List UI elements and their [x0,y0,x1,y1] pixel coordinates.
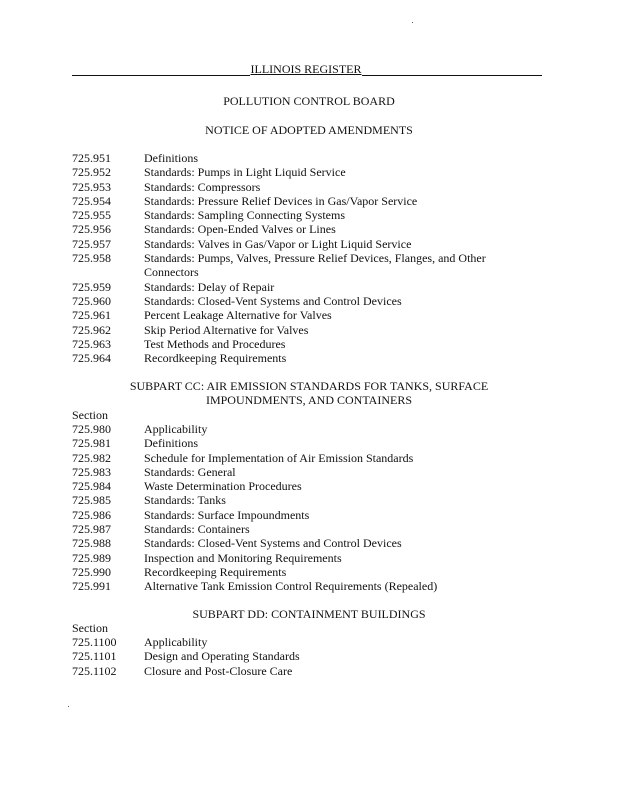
list-item [72,308,552,322]
section-title: Schedule for Implementation of Air Emission Standards [144,450,414,465]
section-title: Closure and Post-Closure Care [144,663,293,678]
section-title: Standards: Containers [144,522,250,537]
section-title: Standards: Pumps, Valves, Pressure Relief Devices, Flanges, and Other Connectors [144,251,486,280]
list-item [72,280,552,294]
section-number: 725.961 [72,308,111,323]
section-number: 725.955 [72,208,111,223]
section-number: 725.1101 [72,649,117,664]
section-title: Standards: Sampling Connecting Systems [144,208,345,223]
section-title: Standards: Delay of Repair [144,279,275,294]
section-title: Design and Operating Standards [144,649,300,664]
section-number: 725.956 [72,222,111,237]
list-item [72,237,552,251]
section-title: Skip Period Alternative for Valves [144,322,309,337]
section-number: 725.986 [72,507,111,522]
list-item [72,649,552,663]
list-item [72,222,552,236]
section-title: Definitions [144,151,198,165]
list-item [72,180,552,194]
section-title: Standards: Surface Impoundments [144,507,310,522]
list-item [72,579,552,593]
section-number: 725.985 [72,493,111,508]
register-header: ILLINOIS REGISTER [250,62,362,76]
section-title: Standards: Valves in Gas/Vapor or Light Liquid Service [144,236,412,251]
list-item [72,536,552,550]
section-number: 725.989 [72,550,111,565]
section-number: 725.960 [72,293,111,308]
list-item [72,323,552,337]
section-number: 725.954 [72,193,111,208]
section-title: Waste Determination Procedures [144,479,302,494]
section-number: 725.981 [72,436,111,451]
section-number: 725.988 [72,536,111,551]
section-title: Recordkeeping Requirements [144,564,287,579]
section-number: 725.963 [72,336,111,351]
list-item [72,422,552,436]
list-item [72,165,552,179]
section-label: Section [72,408,108,422]
subpart-dd-heading: SUBPART DD: CONTAINMENT BUILDINGS [192,607,426,621]
section-title: Standards: Tanks [144,493,226,508]
section-title: Applicability [144,422,208,436]
section-list-subpart-dd [72,635,552,678]
section-title: Standards: General [144,464,236,479]
section-number: 725.953 [72,179,111,194]
notice-title: NOTICE OF ADOPTED AMENDMENTS [205,123,413,137]
subpart-cc-heading [0,379,618,408]
list-item [72,565,552,579]
agency-title: POLLUTION CONTROL BOARD [223,94,395,108]
section-number: 725.952 [72,165,111,180]
section-list-subpart-cc [72,422,552,594]
scan-speck [68,706,69,707]
section-number: 725.1102 [72,663,117,678]
list-item [72,337,552,351]
section-title: Standards: Compressors [144,179,261,194]
section-label: Section [72,621,108,635]
section-number: 725.983 [72,464,111,479]
list-item [72,208,552,222]
section-number: 725.980 [72,422,111,436]
list-item [72,551,552,565]
section-number: 725.958 [72,251,111,266]
section-title: Standards: Closed-Vent Systems and Control Devices [144,536,402,551]
section-title: Standards: Pressure Relief Devices in Gas/Vapor Service [144,193,418,208]
scan-speck [412,22,413,23]
subpart-cc-heading-line2: IMPOUNDMENTS, AND CONTAINERS [205,393,413,408]
list-item [72,436,552,450]
list-item [72,294,552,308]
section-title: Inspection and Monitoring Requirements [144,550,342,565]
list-item [72,351,552,365]
list-item [72,508,552,522]
list-item [72,635,552,649]
subpart-cc-heading-line1: SUBPART CC: AIR EMISSION STANDARDS FOR TANKS, SURFACE [129,379,489,393]
section-number: 725.982 [72,450,111,465]
section-number: 725.959 [72,279,111,294]
section-number: 725.962 [72,322,111,337]
section-number: 725.991 [72,579,111,594]
section-number: 725.984 [72,479,111,494]
section-number: 725.964 [72,351,111,366]
list-item [72,151,552,165]
list-item [72,493,552,507]
section-title: Standards: Closed-Vent Systems and Control Devices [144,293,402,308]
list-item [72,664,552,678]
section-title: Definitions [144,436,198,451]
list-item [72,522,552,536]
section-title: Standards: Pumps in Light Liquid Service [144,165,346,180]
section-title: Percent Leakage Alternative for Valves [144,308,332,323]
section-title: Test Methods and Procedures [144,336,286,351]
section-title: Standards: Open-Ended Valves or Lines [144,222,336,237]
list-item [72,194,552,208]
section-number: 725.957 [72,236,111,251]
section-number: 725.987 [72,522,111,537]
section-title: Recordkeeping Requirements [144,351,287,366]
list-item [72,465,552,479]
section-number: 725.990 [72,564,111,579]
list-item [72,451,552,465]
section-list-subpart-bb [72,151,552,365]
section-number: 725.951 [72,151,111,165]
list-item [72,479,552,493]
section-number: 725.1100 [72,635,117,649]
list-item [72,251,552,280]
section-title: Alternative Tank Emission Control Requirements (Repealed) [144,579,438,594]
section-title: Applicability [144,635,208,649]
